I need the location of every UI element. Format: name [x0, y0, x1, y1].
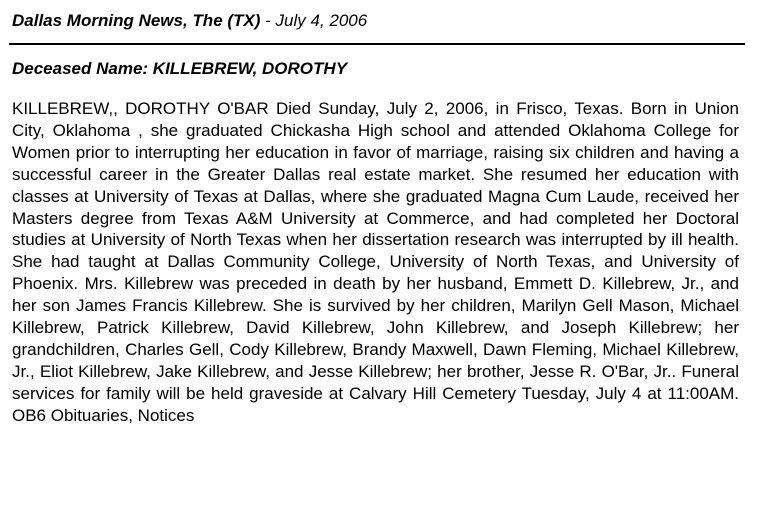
header-separator: -	[260, 11, 276, 30]
page-header	[12, 9, 367, 33]
header-divider	[9, 43, 745, 45]
publication-name: Dallas Morning News, The (TX)	[12, 11, 261, 30]
publication-date: July 4, 2006	[275, 11, 368, 30]
deceased-name-heading: Deceased Name: KILLEBREW, DOROTHY	[12, 59, 348, 78]
obituary-body: KILLEBREW,, DOROTHY O'BAR Died Sunday, July 2, 2006, in Frisco, Texas. Born in Union City, Oklahoma , she graduated Chickasha High school and attended Oklahoma College for Women prior to interrupting her education in favor of marriage, raising six children and having a successful career in the Greater Dallas real estate market. She resumed her education with classes at University of Texas at Dallas, where she graduated Magna Cum Laude, received her Masters degree from Texas A&M University at Commerce, and had completed her Doctoral studies at University of North Texas when her dissertation research was interrupted by ill health. She had taught at Dallas Community College, University of North Texas, and University of Phoenix. Mrs. Killebrew was preceded in death by her husband, Emmett D. Killebrew, Jr., and her son James Francis Killebrew. She is survived by her children, Marilyn Gell Mason, Michael Killebrew, Patrick Killebrew, David Killebrew, John Killebrew, and Joseph Killebrew; her grandchildren, Charles Gell, Cody Killebrew, Brandy Maxwell, Dawn Fleming, Michael Killebrew, Jr., Eliot Killebrew, Jake Killebrew, and Jesse Killebrew; her brother, Jesse R. O'Bar, Jr.. Funeral services for family will be held graveside at Calvary Hill Cemetery Tuesday, July 4 at 11:00AM. OB6 Obituaries, Notices	[12, 99, 739, 425]
